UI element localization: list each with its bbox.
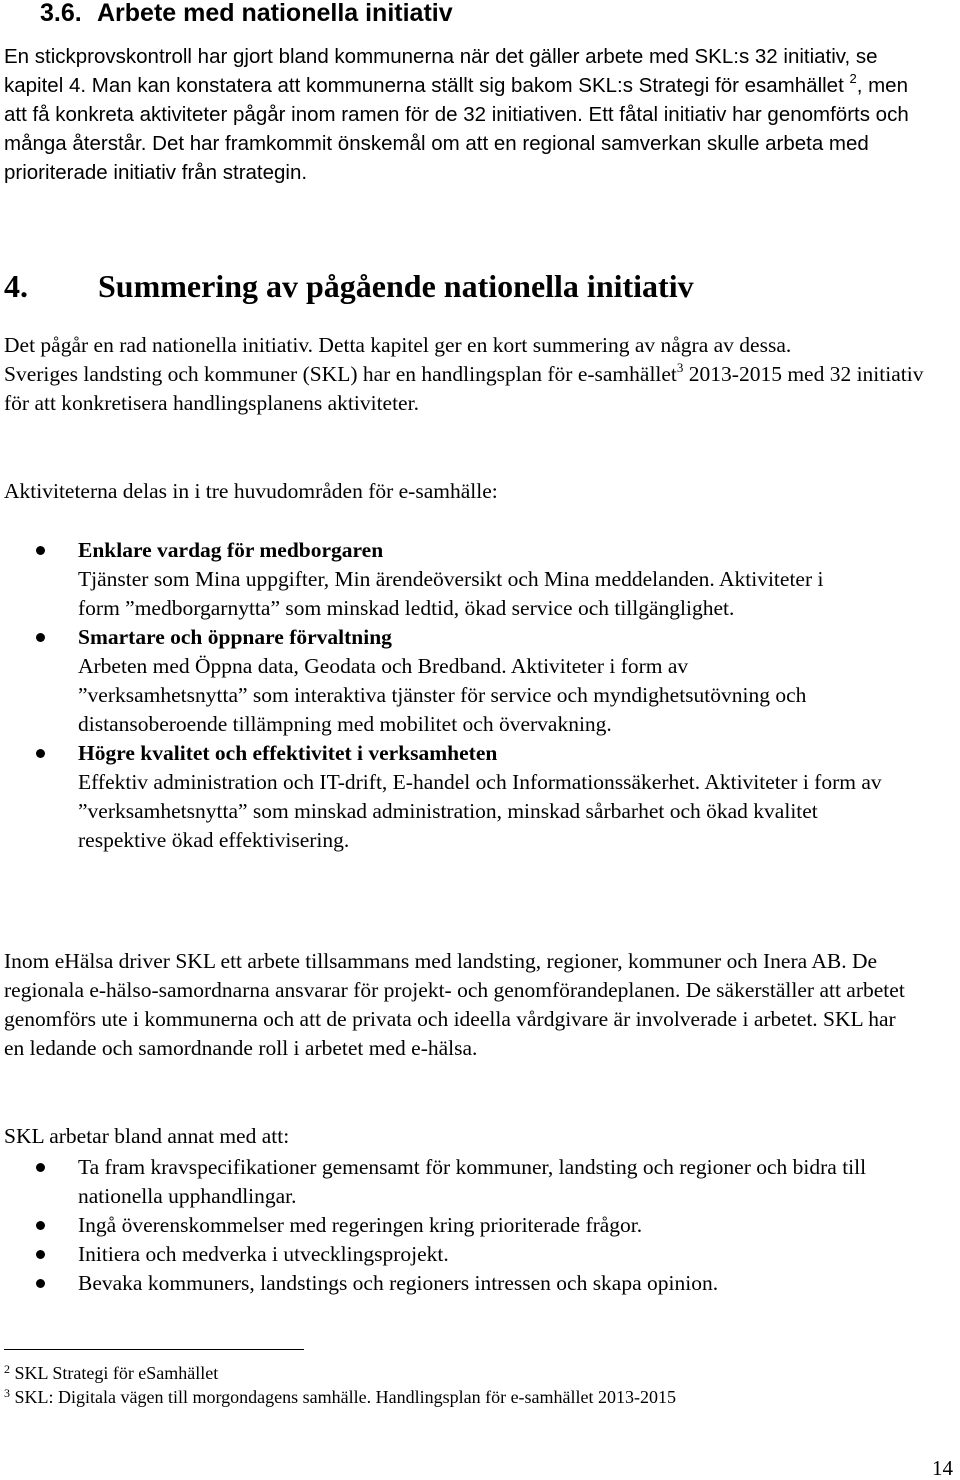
footnote [4, 1362, 218, 1384]
bullet-icon [36, 546, 45, 555]
area-text: Tjänster som Mina uppgifter, Min ärendeöversikt och Mina meddelanden. Aktiviteter i form ”medborgarnytta” som minskad ledtid, ökad service och tillgänglighet. [78, 567, 824, 620]
list-item [0, 739, 940, 855]
bullet-icon [36, 1163, 45, 1172]
areas-intro: Aktiviteterna delas in i tre huvudområden för e-samhälle: [4, 479, 498, 503]
section-number: 3.6. [40, 0, 82, 27]
intro-paragraph [4, 331, 934, 418]
footnote [4, 1386, 676, 1408]
section-title: Arbete med nationella initiativ [97, 0, 453, 27]
area-text: Effektiv administration och IT-drift, E-handel och Informationssäkerhet. Aktiviteter i form av ”verksamhetsnytta” som minskad administration, minskad sårbarhet och ökad kvalitet respektive ökad effektivisering. [78, 770, 882, 852]
skl-item-text: Initiera och medverka i utvecklingsprojekt. [78, 1242, 449, 1266]
bullet-icon [36, 1250, 45, 1259]
chapter-number: 4. [4, 268, 28, 304]
footnote-ref-3: 3 [676, 360, 684, 375]
skl-item-text: Ta fram kravspecifikationer gemensamt för kommuner, landsting och regioner och bidra till nationella upphandlingar. [78, 1155, 867, 1208]
area-title: Enklare vardag för medborgaren [78, 538, 384, 562]
chapter-title: Summering av pågående nationella initiativ [98, 268, 694, 304]
bullet-icon [36, 749, 45, 758]
footnote-ref-2: 2 [849, 71, 857, 86]
list-item [0, 1153, 940, 1211]
list-item [0, 1211, 940, 1240]
list-item [0, 623, 940, 739]
section-paragraph [4, 42, 934, 187]
chapter-heading [4, 266, 694, 306]
skl-list [0, 1153, 940, 1298]
ehalsa-paragraph: Inom eHälsa driver SKL ett arbete tillsammans med landsting, regioner, kommuner och Inera AB. De regionala e-hälso-samordnarna ansvarar för projekt- och genomförandeplanen. De säkerställer att arbetet genomförs ute i kommunerna och att de privata och ideella vårdgivare är involverade i arbetet. SKL har en ledande och samordnande roll i arbetet med e-hälsa. [4, 949, 905, 1060]
areas-list [0, 536, 940, 855]
section-paragraph-text-1: En stickprovskontroll har gjort bland kommunerna när det gäller arbete med SKL:s 32 initiativ, se kapitel 4. Man kan konstatera att kommunerna ställt sig bakom SKL:s Strategi för esamhället [4, 45, 878, 97]
bullet-icon [36, 1221, 45, 1230]
skl-intro: SKL arbetar bland annat med att: [4, 1124, 290, 1148]
list-item [0, 536, 940, 623]
section-heading [40, 0, 453, 28]
skl-item-text: Ingå överenskommelser med regeringen kring prioriterade frågor. [78, 1213, 643, 1237]
list-item [0, 1269, 940, 1298]
footnote-number: 2 [4, 1362, 10, 1376]
section-paragraph-text-2: , men att få konkreta aktiviteter pågår inom ramen för de 32 initiativen. Ett fåtal initiativ har genomförts och många återstår. Det har framkommit önskemål om att en regional samverkan skulle arbeta med prioriterade initiativ från strategin. [4, 74, 909, 184]
bullet-icon [36, 1279, 45, 1288]
area-title: Smartare och öppnare förvaltning [78, 625, 392, 649]
footnote-number: 3 [4, 1386, 10, 1400]
intro-line-2-text-2: 2013-2015 med 32 initiativ för att konkretisera handlingsplanens aktiviteter. [4, 362, 924, 415]
intro-line-2-text-1: Sveriges landsting och kommuner (SKL) har en handlingsplan för e-samhället [4, 362, 677, 386]
footnote-separator [4, 1349, 304, 1350]
page-number: 14 [932, 1456, 953, 1480]
area-text: Arbeten med Öppna data, Geodata och Bredband. Aktiviteter i form av ”verksamhetsnytta” som interaktiva tjänster för service och myndighetsutövning och distansoberoende tillämpning med mobilitet och övervakning. [78, 654, 807, 736]
skl-item-text: Bevaka kommuners, landstings och regioners intressen och skapa opinion. [78, 1271, 719, 1295]
bullet-icon [36, 633, 45, 642]
footnote-text: SKL Strategi för eSamhället [14, 1363, 219, 1383]
footnote-text: SKL: Digitala vägen till morgondagens samhälle. Handlingsplan för e-samhället 2013-2015 [14, 1387, 677, 1407]
area-title: Högre kvalitet och effektivitet i verksamheten [78, 741, 498, 765]
intro-line-1: Det pågår en rad nationella initiativ. Detta kapitel ger en kort summering av några av dessa. [4, 333, 792, 357]
list-item [0, 1240, 940, 1269]
